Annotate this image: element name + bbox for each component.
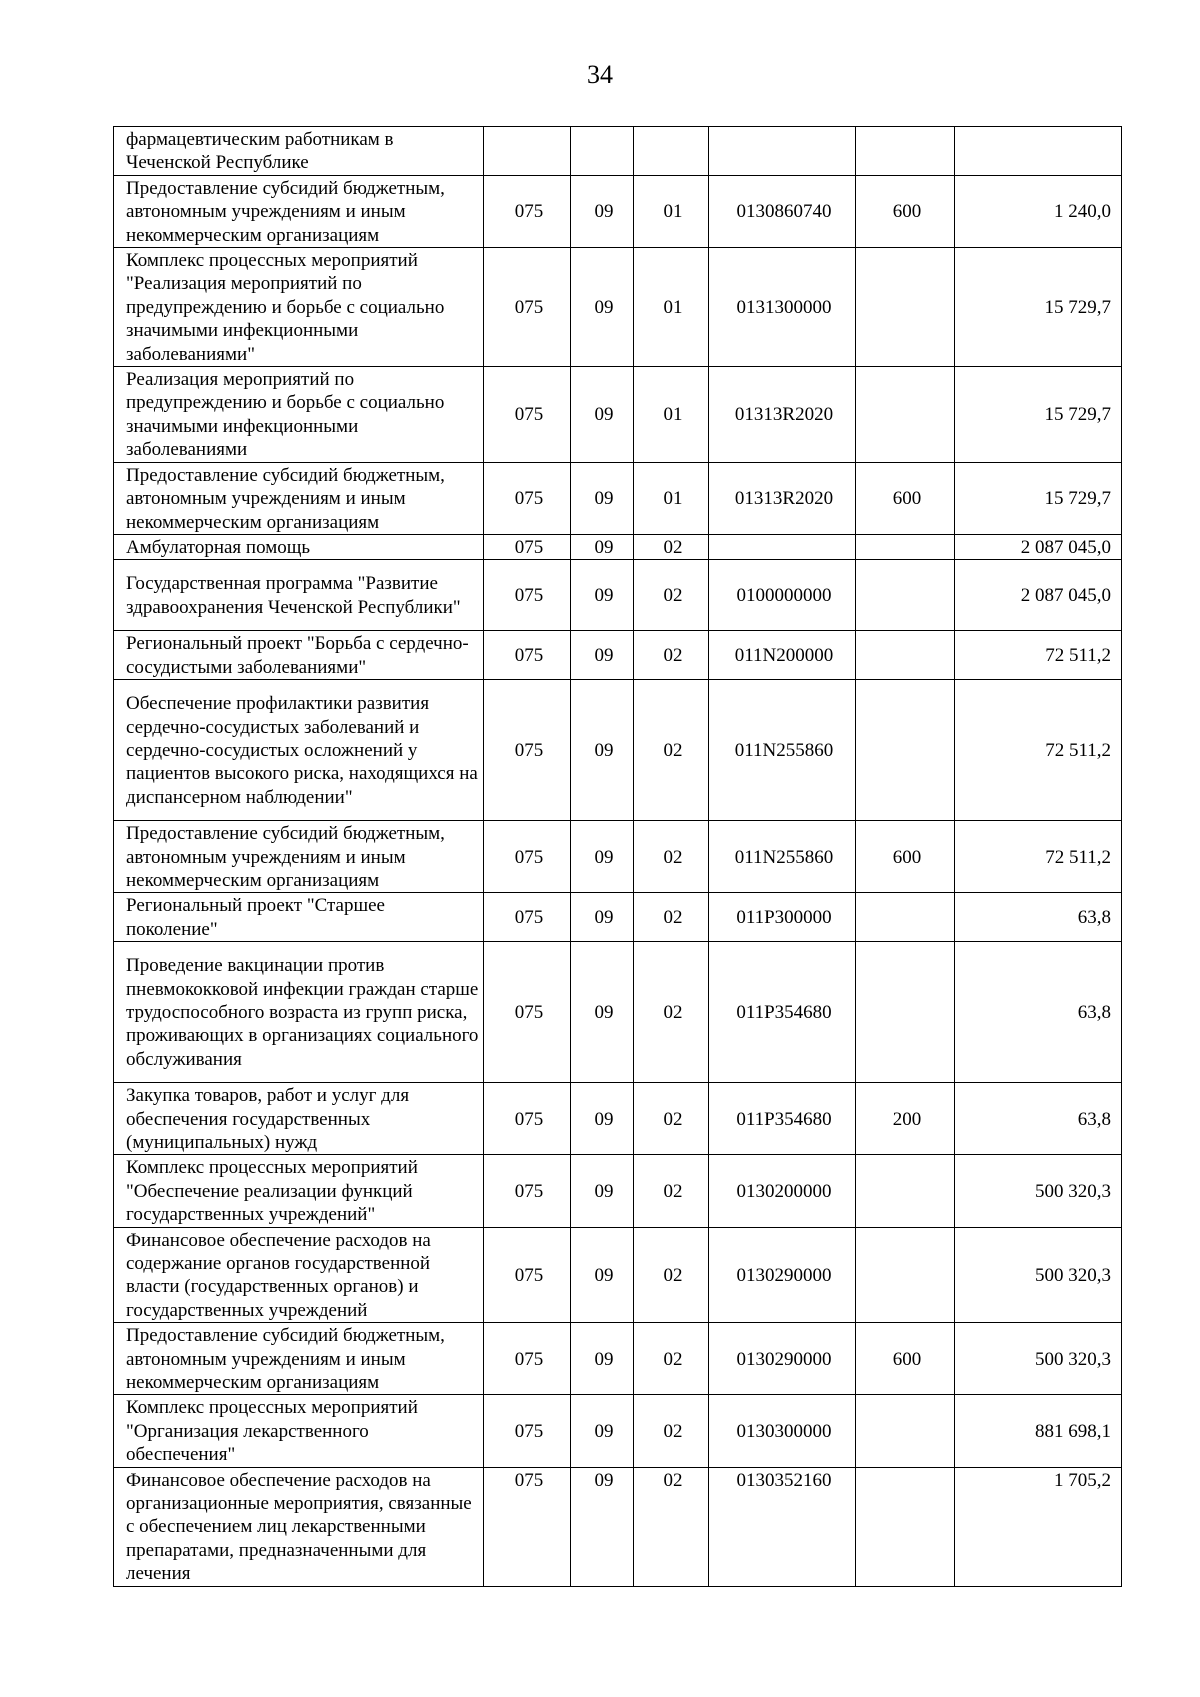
row-rz: 09 — [571, 893, 634, 942]
table-row — [114, 1083, 1122, 1155]
row-name: фармацевтическим работникам в Чеченской Республике — [114, 127, 484, 176]
row-vr — [856, 893, 955, 942]
row-name: Предоставление субсидий бюджетным, автономным учреждениям и иным некоммерческим организациям — [114, 175, 484, 247]
row-rz: 09 — [571, 1467, 634, 1586]
row-pr: 01 — [634, 175, 709, 247]
row-pr: 02 — [634, 1083, 709, 1155]
row-csr: 0130290000 — [709, 1323, 856, 1395]
row-name: Региональный проект "Борьба с сердечно-сосудистыми заболеваниями" — [114, 631, 484, 680]
row-pr: 02 — [634, 1395, 709, 1467]
row-sum: 500 320,3 — [955, 1323, 1122, 1395]
table-row — [114, 127, 1122, 176]
budget-table — [113, 126, 1122, 1587]
row-csr: 0131300000 — [709, 248, 856, 367]
row-vr — [856, 127, 955, 176]
table-row — [114, 893, 1122, 942]
row-name: Закупка товаров, работ и услуг для обеспечения государственных (муниципальных) нужд — [114, 1083, 484, 1155]
row-csr: 0130200000 — [709, 1155, 856, 1227]
row-rz: 09 — [571, 175, 634, 247]
row-pr: 01 — [634, 367, 709, 463]
row-vr — [856, 1467, 955, 1586]
row-sum: 1 705,2 — [955, 1467, 1122, 1586]
row-name: Предоставление субсидий бюджетным, автономным учреждениям и иным некоммерческим организациям — [114, 1323, 484, 1395]
row-name: Амбулаторная помощь — [114, 534, 484, 559]
table-row — [114, 631, 1122, 680]
row-csr: 011N200000 — [709, 631, 856, 680]
table-row — [114, 1467, 1122, 1586]
row-csr: 011N255860 — [709, 680, 856, 821]
row-gr: 075 — [484, 560, 571, 631]
row-gr: 075 — [484, 367, 571, 463]
row-sum: 15 729,7 — [955, 367, 1122, 463]
row-pr: 02 — [634, 942, 709, 1083]
row-csr: 0130290000 — [709, 1227, 856, 1323]
row-name: Реализация мероприятий по предупреждению и борьбе с социально значимыми инфекционными заболеваниями — [114, 367, 484, 463]
row-rz: 09 — [571, 1323, 634, 1395]
row-vr: 600 — [856, 821, 955, 893]
table-row — [114, 560, 1122, 631]
table-row — [114, 1155, 1122, 1227]
row-gr: 075 — [484, 1083, 571, 1155]
row-pr: 02 — [634, 821, 709, 893]
row-csr: 011P354680 — [709, 1083, 856, 1155]
table-row — [114, 175, 1122, 247]
table-row — [114, 1323, 1122, 1395]
table-row — [114, 462, 1122, 534]
row-pr — [634, 127, 709, 176]
row-vr — [856, 1395, 955, 1467]
row-rz: 09 — [571, 248, 634, 367]
row-pr: 02 — [634, 560, 709, 631]
row-sum: 500 320,3 — [955, 1155, 1122, 1227]
row-pr: 02 — [634, 680, 709, 821]
row-name: Комплекс процессных мероприятий "Организация лекарственного обеспечения" — [114, 1395, 484, 1467]
row-name: Комплекс процессных мероприятий "Обеспечение реализации функций государственных учреждений" — [114, 1155, 484, 1227]
row-pr: 01 — [634, 462, 709, 534]
row-sum: 72 511,2 — [955, 680, 1122, 821]
table-row — [114, 367, 1122, 463]
row-name: Региональный проект "Старшее поколение" — [114, 893, 484, 942]
row-gr: 075 — [484, 631, 571, 680]
row-gr: 075 — [484, 1155, 571, 1227]
row-rz: 09 — [571, 821, 634, 893]
row-rz — [571, 127, 634, 176]
row-vr — [856, 534, 955, 559]
row-gr: 075 — [484, 175, 571, 247]
row-csr: 0100000000 — [709, 560, 856, 631]
row-name: Финансовое обеспечение расходов на организационные мероприятия, связанные с обеспечением лиц лекарственными препаратами, предназначенными для лечения — [114, 1467, 484, 1586]
table-row — [114, 821, 1122, 893]
row-vr — [856, 1155, 955, 1227]
row-gr: 075 — [484, 893, 571, 942]
row-rz: 09 — [571, 367, 634, 463]
row-pr: 02 — [634, 534, 709, 559]
row-name: Предоставление субсидий бюджетным, автономным учреждениям и иным некоммерческим организациям — [114, 821, 484, 893]
row-gr: 075 — [484, 462, 571, 534]
row-vr — [856, 367, 955, 463]
row-vr: 600 — [856, 1323, 955, 1395]
row-sum: 63,8 — [955, 942, 1122, 1083]
row-gr: 075 — [484, 248, 571, 367]
row-gr: 075 — [484, 1227, 571, 1323]
row-rz: 09 — [571, 1083, 634, 1155]
row-gr: 075 — [484, 680, 571, 821]
row-pr: 02 — [634, 1323, 709, 1395]
row-sum: 1 240,0 — [955, 175, 1122, 247]
table-row — [114, 248, 1122, 367]
row-pr: 02 — [634, 893, 709, 942]
row-gr: 075 — [484, 942, 571, 1083]
row-vr — [856, 631, 955, 680]
row-csr: 0130860740 — [709, 175, 856, 247]
row-pr: 02 — [634, 1155, 709, 1227]
row-pr: 01 — [634, 248, 709, 367]
row-sum: 72 511,2 — [955, 631, 1122, 680]
table-body — [114, 127, 1122, 1587]
row-gr — [484, 127, 571, 176]
row-sum: 500 320,3 — [955, 1227, 1122, 1323]
row-gr: 075 — [484, 534, 571, 559]
row-csr: 0130300000 — [709, 1395, 856, 1467]
row-vr: 200 — [856, 1083, 955, 1155]
row-gr: 075 — [484, 1467, 571, 1586]
row-vr: 600 — [856, 175, 955, 247]
row-name: Проведение вакцинации против пневмококковой инфекции граждан старше трудоспособного возраста из групп риска, проживающих в организациях социального обслуживания — [114, 942, 484, 1083]
row-pr: 02 — [634, 1467, 709, 1586]
row-rz: 09 — [571, 1155, 634, 1227]
row-name: Предоставление субсидий бюджетным, автономным учреждениям и иным некоммерческим организациям — [114, 462, 484, 534]
row-vr — [856, 1227, 955, 1323]
row-sum — [955, 127, 1122, 176]
row-name: Обеспечение профилактики развития сердечно-сосудистых заболеваний и сердечно-сосудистых осложнений у пациентов высокого риска, находящихся на диспансерном наблюдении" — [114, 680, 484, 821]
row-vr — [856, 680, 955, 821]
row-rz: 09 — [571, 942, 634, 1083]
row-rz: 09 — [571, 1227, 634, 1323]
row-sum: 2 087 045,0 — [955, 560, 1122, 631]
row-csr — [709, 127, 856, 176]
table-row — [114, 534, 1122, 559]
row-rz: 09 — [571, 462, 634, 534]
row-sum: 72 511,2 — [955, 821, 1122, 893]
table-row — [114, 1395, 1122, 1467]
row-sum: 2 087 045,0 — [955, 534, 1122, 559]
row-csr — [709, 534, 856, 559]
row-name: Комплекс процессных мероприятий "Реализация мероприятий по предупреждению и борьбе с социально значимыми инфекционными заболеваниями" — [114, 248, 484, 367]
row-gr: 075 — [484, 1395, 571, 1467]
row-rz: 09 — [571, 680, 634, 821]
table-row — [114, 680, 1122, 821]
row-sum: 63,8 — [955, 1083, 1122, 1155]
row-sum: 15 729,7 — [955, 248, 1122, 367]
row-csr: 011P354680 — [709, 942, 856, 1083]
row-vr — [856, 942, 955, 1083]
table-row — [114, 1227, 1122, 1323]
row-sum: 881 698,1 — [955, 1395, 1122, 1467]
row-rz: 09 — [571, 560, 634, 631]
table-row — [114, 942, 1122, 1083]
row-rz: 09 — [571, 1395, 634, 1467]
row-vr — [856, 560, 955, 631]
row-gr: 075 — [484, 1323, 571, 1395]
row-sum: 63,8 — [955, 893, 1122, 942]
row-pr: 02 — [634, 631, 709, 680]
row-rz: 09 — [571, 631, 634, 680]
row-name: Финансовое обеспечение расходов на содержание органов государственной власти (государственных органов) и государственных учреждений — [114, 1227, 484, 1323]
row-csr: 01313R2020 — [709, 462, 856, 534]
row-pr: 02 — [634, 1227, 709, 1323]
page-number: 34 — [587, 60, 613, 89]
row-name: Государственная программа "Развитие здравоохранения Чеченской Республики" — [114, 560, 484, 631]
row-rz: 09 — [571, 534, 634, 559]
row-sum: 15 729,7 — [955, 462, 1122, 534]
row-csr: 01313R2020 — [709, 367, 856, 463]
row-csr: 011N255860 — [709, 821, 856, 893]
row-vr — [856, 248, 955, 367]
row-csr: 0130352160 — [709, 1467, 856, 1586]
row-csr: 011P300000 — [709, 893, 856, 942]
row-gr: 075 — [484, 821, 571, 893]
row-vr: 600 — [856, 462, 955, 534]
